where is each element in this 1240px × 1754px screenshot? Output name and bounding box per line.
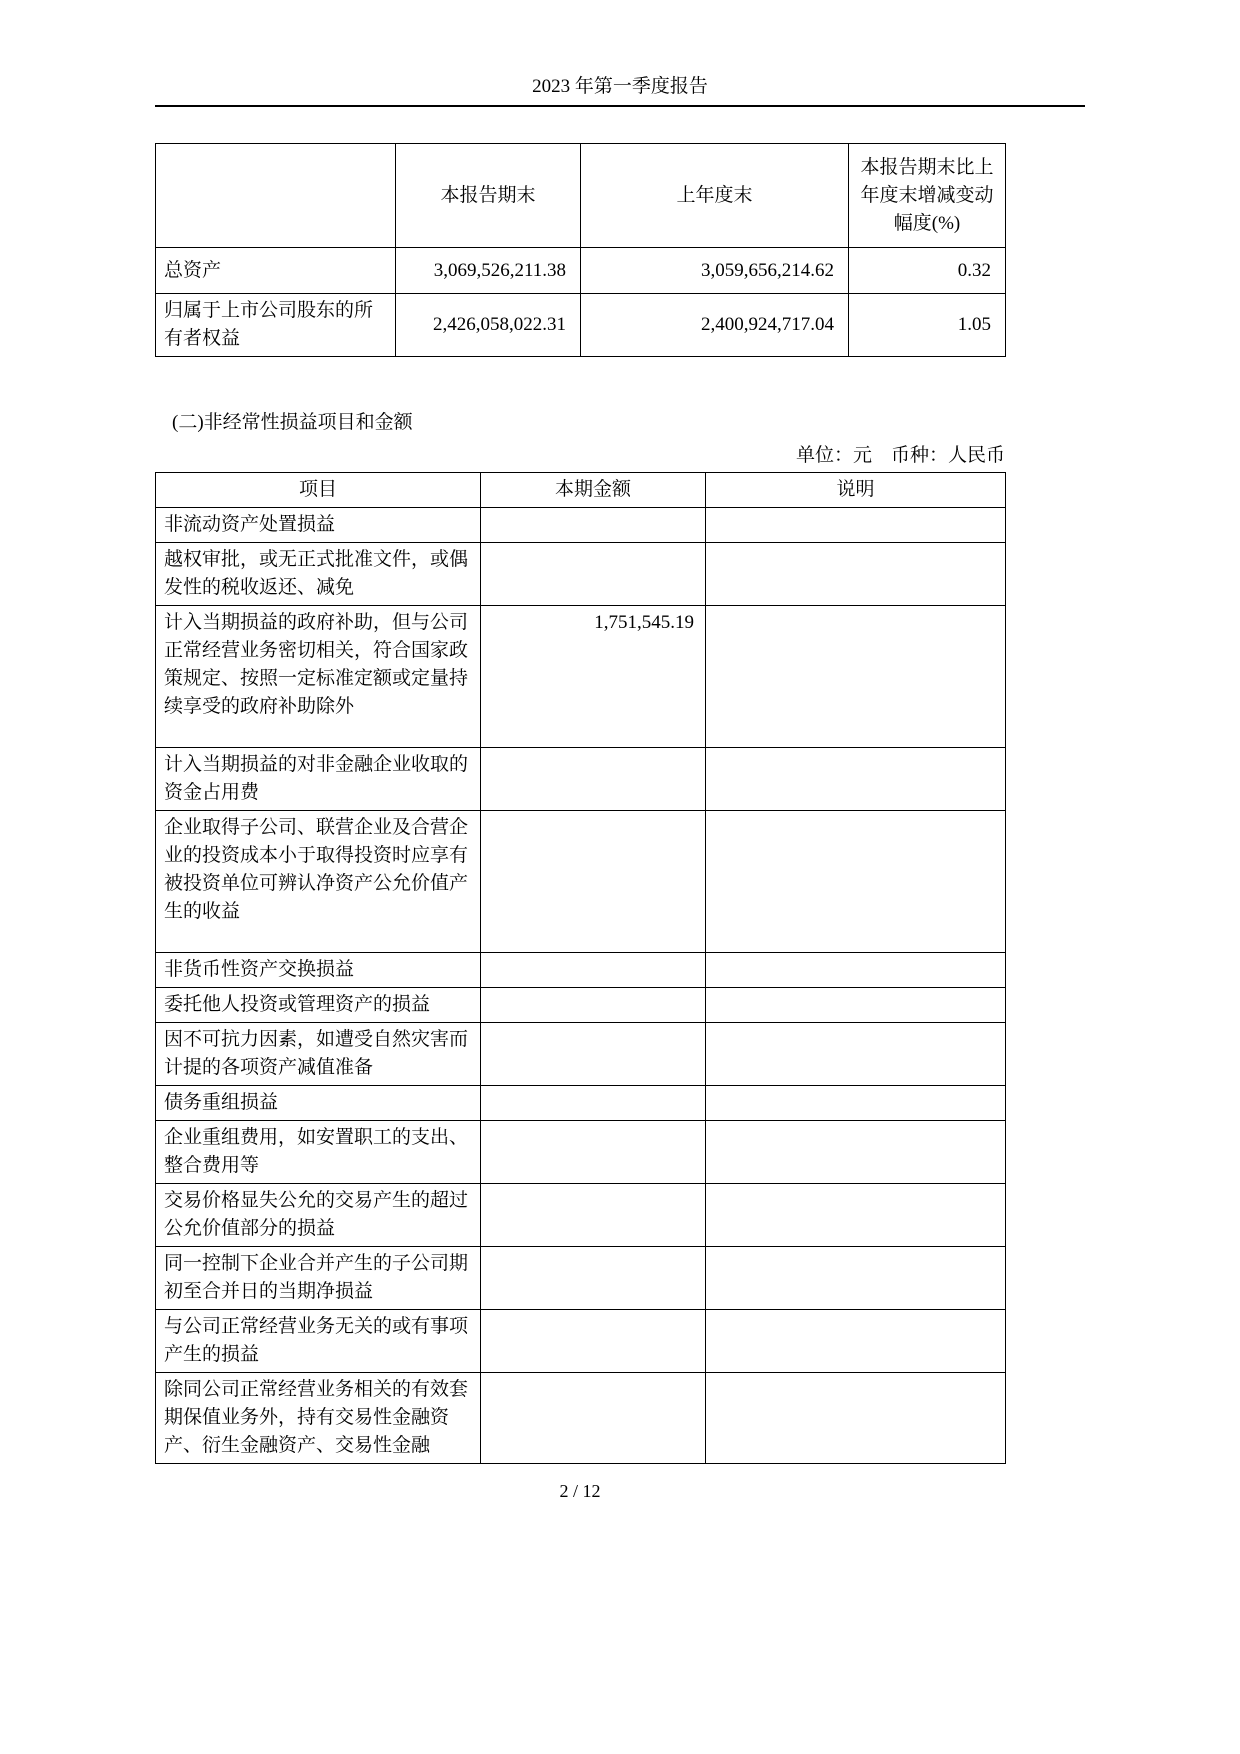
section-title: (二)非经常性损益项目和金额 <box>172 412 413 433</box>
item-row <box>156 953 1006 988</box>
item-note-cell <box>706 606 1006 748</box>
item-row <box>156 811 1006 953</box>
item-name-cell: 因不可抗力因素，如遭受自然灾害而计提的各项资产减值准备 <box>156 1023 481 1086</box>
summary-cell-label: 总资产 <box>156 248 396 294</box>
item-name-cell: 越权审批，或无正式批准文件，或偶发性的税收返还、减免 <box>156 543 481 606</box>
item-amount-cell <box>481 508 706 543</box>
item-amount-cell <box>481 811 706 953</box>
item-name-cell: 交易价格显失公允的交易产生的超过公允价值部分的损益 <box>156 1184 481 1247</box>
item-amount-cell <box>481 1184 706 1247</box>
item-note-cell <box>706 811 1006 953</box>
page-number: 2 / 12 <box>559 1481 601 1501</box>
item-name-cell: 委托他人投资或管理资产的损益 <box>156 988 481 1023</box>
item-row <box>156 748 1006 811</box>
summary-table <box>155 143 1006 357</box>
summary-cell-change: 0.32 <box>849 248 1006 294</box>
item-amount-cell <box>481 748 706 811</box>
item-amount-cell <box>481 1023 706 1086</box>
item-note-cell <box>706 1121 1006 1184</box>
item-row <box>156 1184 1006 1247</box>
item-row <box>156 1121 1006 1184</box>
items-table-container <box>155 472 1006 1464</box>
item-name-cell: 企业取得子公司、联营企业及合营企业的投资成本小于取得投资时应享有被投资单位可辨认净资产公允价值产生的收益 <box>156 811 481 953</box>
page-header <box>155 76 1085 107</box>
item-amount-cell <box>481 1247 706 1310</box>
summary-row-total-assets <box>156 248 1006 294</box>
unit-currency-note: 单位：元 币种：人民币 <box>795 445 1005 466</box>
summary-cell-label: 归属于上市公司股东的所有者权益 <box>156 294 396 357</box>
item-name-cell: 企业重组费用，如安置职工的支出、整合费用等 <box>156 1121 481 1184</box>
item-row <box>156 988 1006 1023</box>
item-row <box>156 543 1006 606</box>
item-name-cell: 同一控制下企业合并产生的子公司期初至合并日的当期净损益 <box>156 1247 481 1310</box>
summary-header-prior-year-end: 上年度末 <box>581 144 849 248</box>
items-header-row <box>156 473 1006 508</box>
report-title: 2023 年第一季度报告 <box>532 76 708 97</box>
item-amount-cell <box>481 1310 706 1373</box>
item-name-cell: 除同公司正常经营业务相关的有效套期保值业务外，持有交易性金融资产、衍生金融资产、交易性金融 <box>156 1373 481 1464</box>
summary-row-equity <box>156 294 1006 357</box>
items-header-note: 说明 <box>706 473 1006 508</box>
item-name-cell: 计入当期损益的政府补助，但与公司正常经营业务密切相关，符合国家政策规定、按照一定标准定额或定量持续享受的政府补助除外 <box>156 606 481 748</box>
item-row <box>156 1373 1006 1464</box>
item-name-cell: 与公司正常经营业务无关的或有事项产生的损益 <box>156 1310 481 1373</box>
item-row <box>156 508 1006 543</box>
item-note-cell <box>706 508 1006 543</box>
summary-header-change-pct: 本报告期末比上年度末增减变动幅度(%) <box>849 144 1006 248</box>
summary-header-row <box>156 144 1006 248</box>
item-note-cell <box>706 988 1006 1023</box>
summary-cell-current: 2,426,058,022.31 <box>396 294 581 357</box>
item-note-cell <box>706 1247 1006 1310</box>
item-note-cell <box>706 953 1006 988</box>
item-amount-cell <box>481 1086 706 1121</box>
summary-cell-change: 1.05 <box>849 294 1006 357</box>
summary-header-current-period-end: 本报告期末 <box>396 144 581 248</box>
summary-cell-prior: 3,059,656,214.62 <box>581 248 849 294</box>
item-note-cell <box>706 543 1006 606</box>
item-note-cell <box>706 1086 1006 1121</box>
item-row <box>156 1247 1006 1310</box>
item-note-cell <box>706 748 1006 811</box>
item-name-cell: 非流动资产处置损益 <box>156 508 481 543</box>
summary-cell-current: 3,069,526,211.38 <box>396 248 581 294</box>
item-name-cell: 债务重组损益 <box>156 1086 481 1121</box>
item-amount-cell <box>481 1121 706 1184</box>
item-row <box>156 606 1006 748</box>
item-note-cell <box>706 1373 1006 1464</box>
summary-cell-prior: 2,400,924,717.04 <box>581 294 849 357</box>
non-recurring-items-table <box>155 472 1006 1464</box>
item-amount-cell <box>481 1373 706 1464</box>
item-amount-cell <box>481 953 706 988</box>
item-amount-cell <box>481 988 706 1023</box>
item-row <box>156 1086 1006 1121</box>
item-row <box>156 1023 1006 1086</box>
item-row <box>156 1310 1006 1373</box>
item-name-cell: 计入当期损益的对非金融企业收取的资金占用费 <box>156 748 481 811</box>
item-note-cell <box>706 1023 1006 1086</box>
item-note-cell <box>706 1310 1006 1373</box>
item-amount-cell <box>481 543 706 606</box>
items-header-item: 项目 <box>156 473 481 508</box>
item-note-cell <box>706 1184 1006 1247</box>
item-amount-cell: 1,751,545.19 <box>481 606 706 748</box>
summary-header-empty <box>156 144 396 248</box>
summary-table-container <box>155 143 1006 357</box>
items-header-amount: 本期金额 <box>481 473 706 508</box>
item-name-cell: 非货币性资产交换损益 <box>156 953 481 988</box>
